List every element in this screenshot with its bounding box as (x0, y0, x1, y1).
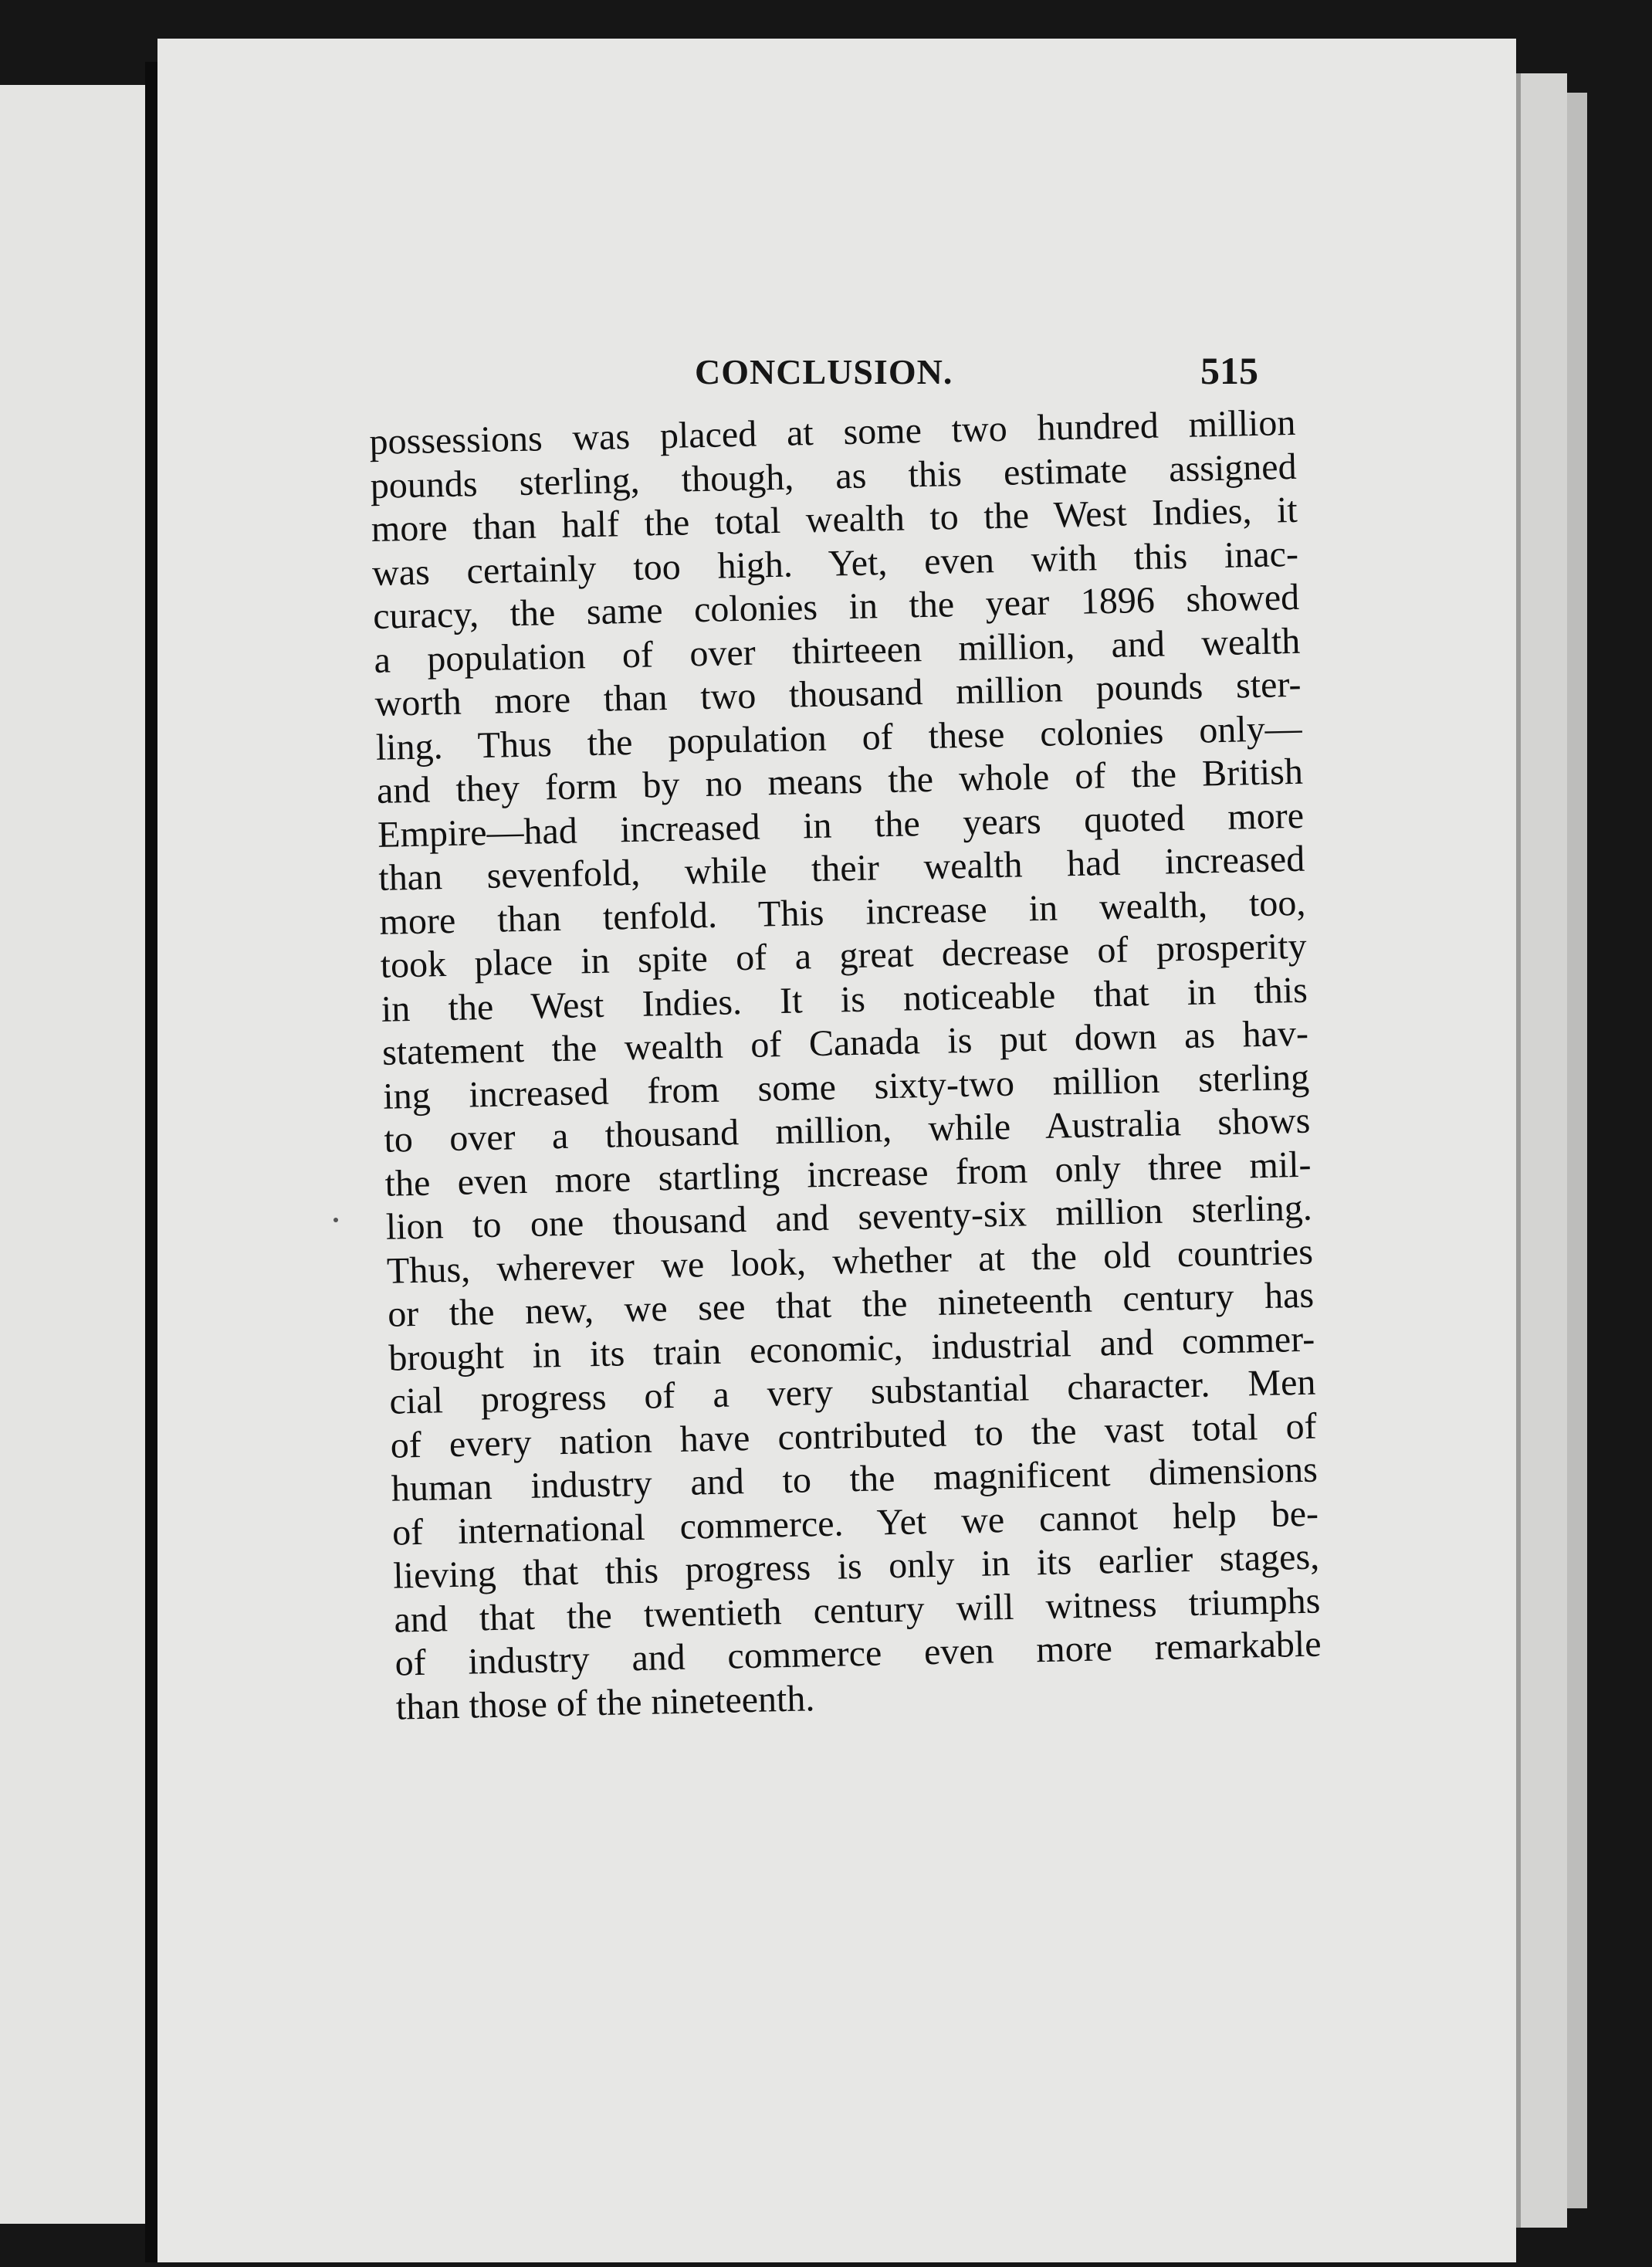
page-stack-edge (1516, 73, 1567, 2228)
text-line: of international commerce. Yet we cannot help be- (391, 1493, 1319, 1554)
text-line: possessions was placed at some two hundred million (369, 402, 1296, 463)
text-line: than those of the nineteenth. (395, 1677, 815, 1728)
text-line: ing increased from some sixty-two million sterling (382, 1056, 1310, 1117)
text-line: lion to one thousand and seventy-six million sterling. (385, 1187, 1313, 1248)
text-line: in the West Indies. It is noticeable that in this (381, 969, 1308, 1030)
text-line: and they form by no means the whole of the British (376, 751, 1304, 812)
text-line: human industry and to the magnificent dimensions (391, 1449, 1319, 1510)
text-line: pounds sterling, though, as this estimate assigned (370, 446, 1298, 507)
text-line: of industry and commerce even more remarkable (394, 1623, 1322, 1684)
text-line: and that the twentieth century will witness triumphs (393, 1580, 1321, 1641)
text-line: a population of over thirteeen million, and wealth (373, 620, 1301, 681)
page-stack-outer-edge (1567, 93, 1587, 2208)
text-line: the even more startling increase from only three mil- (384, 1144, 1312, 1205)
text-line: to over a thousand million, while Australia shows (383, 1100, 1311, 1161)
text-line: Empire—had increased in the years quoted more (377, 795, 1305, 856)
text-line: more than half the total wealth to the West Indies, it (371, 489, 1298, 550)
left-page-edge (0, 85, 151, 2224)
page-number: 515 (1200, 349, 1258, 392)
text-line: took place in spite of a great decrease of prosperity (380, 925, 1308, 986)
text-line: worth more than two thousand million pounds ster- (374, 663, 1302, 724)
text-line: cial progress of a very substantial character. Men (389, 1361, 1316, 1422)
text-line: Thus, wherever we look, whether at the old countries (386, 1231, 1314, 1292)
scan-speck (333, 1218, 338, 1222)
text-line: was certainly too high. Yet, even with this inac- (371, 533, 1299, 594)
text-line: of every nation have contributed to the vast total of (390, 1405, 1318, 1466)
text-line: curacy, the same colonies in the year 1896 showed (372, 576, 1300, 637)
text-line: more than tenfold. This increase in wealth, too, (379, 882, 1306, 943)
chapter-title: CONCLUSION. (695, 352, 953, 391)
text-line: brought in its train economic, industrial and commer- (388, 1318, 1315, 1379)
body-text (369, 402, 1322, 1730)
book-gutter (145, 62, 157, 2262)
text-line: ling. Thus the population of these colonies only— (375, 707, 1303, 768)
running-head (232, 351, 1258, 405)
text-line: lieving that this progress is only in its earlier stages, (392, 1536, 1320, 1597)
text-line: statement the wealth of Canada is put down as hav- (381, 1012, 1309, 1073)
text-line: or the new, we see that the nineteenth century has (387, 1274, 1315, 1335)
text-line: than sevenfold, while their wealth had increased (377, 838, 1305, 899)
